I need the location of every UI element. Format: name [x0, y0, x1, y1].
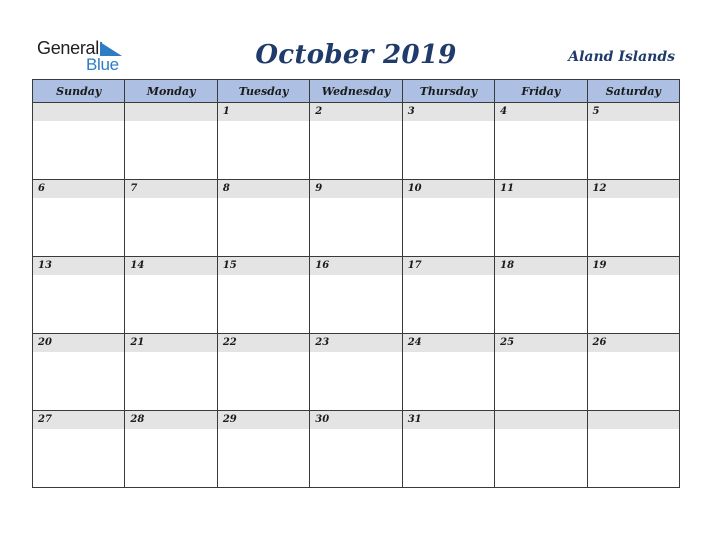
day-cell — [402, 257, 494, 334]
day-cell — [587, 180, 679, 257]
week-row-2 — [33, 180, 680, 257]
day-cell — [217, 103, 309, 180]
day-number: 5 — [588, 103, 679, 121]
day-cell — [587, 103, 679, 180]
logo-text-blue: Blue — [86, 55, 119, 74]
weekday-tuesday: Tuesday — [217, 80, 309, 103]
weekday-monday: Monday — [125, 80, 217, 103]
day-cell — [217, 411, 309, 488]
day-number: 8 — [218, 180, 309, 198]
day-cell — [217, 180, 309, 257]
weekday-sunday: Sunday — [33, 80, 125, 103]
day-number: 27 — [33, 411, 124, 429]
day-number: 18 — [495, 257, 586, 275]
day-number: 26 — [588, 334, 679, 352]
day-number: 29 — [218, 411, 309, 429]
day-number: 31 — [403, 411, 494, 429]
day-number: 6 — [33, 180, 124, 198]
day-cell — [495, 180, 587, 257]
day-cell — [495, 334, 587, 411]
weekday-friday: Friday — [495, 80, 587, 103]
day-number: 23 — [310, 334, 401, 352]
day-number: 17 — [403, 257, 494, 275]
logo-text-general: General — [37, 38, 99, 58]
day-number: 15 — [218, 257, 309, 275]
day-number: 16 — [310, 257, 401, 275]
day-cell — [310, 257, 402, 334]
day-cell — [217, 334, 309, 411]
day-cell — [125, 103, 217, 180]
weekday-header-row — [33, 80, 680, 103]
day-cell — [402, 334, 494, 411]
day-number: 20 — [33, 334, 124, 352]
day-cell — [125, 411, 217, 488]
region-name: Aland Islands — [568, 49, 675, 65]
calendar-title: October 2019 — [255, 40, 457, 70]
day-cell — [587, 257, 679, 334]
day-cell — [125, 180, 217, 257]
day-cell — [587, 411, 679, 488]
day-cell — [217, 257, 309, 334]
day-cell — [495, 411, 587, 488]
day-cell — [402, 180, 494, 257]
day-cell — [125, 257, 217, 334]
day-number: 4 — [495, 103, 586, 121]
day-number: 25 — [495, 334, 586, 352]
day-cell — [310, 103, 402, 180]
day-cell — [310, 411, 402, 488]
day-number: 28 — [125, 411, 216, 429]
day-cell — [310, 334, 402, 411]
day-number: 30 — [310, 411, 401, 429]
day-number: 3 — [403, 103, 494, 121]
day-number: 14 — [125, 257, 216, 275]
day-number — [125, 103, 216, 121]
day-cell — [33, 334, 125, 411]
day-cell — [495, 257, 587, 334]
day-number: 22 — [218, 334, 309, 352]
day-number — [588, 411, 679, 429]
week-row-5 — [33, 411, 680, 488]
day-number: 24 — [403, 334, 494, 352]
day-number: 9 — [310, 180, 401, 198]
day-cell — [402, 103, 494, 180]
day-number: 1 — [218, 103, 309, 121]
weekday-saturday: Saturday — [587, 80, 679, 103]
day-number — [33, 103, 124, 121]
weekday-thursday: Thursday — [402, 80, 494, 103]
day-number — [495, 411, 586, 429]
day-number: 21 — [125, 334, 216, 352]
day-number: 19 — [588, 257, 679, 275]
day-cell — [587, 334, 679, 411]
week-row-3 — [33, 257, 680, 334]
day-cell — [402, 411, 494, 488]
day-number: 11 — [495, 180, 586, 198]
day-number: 7 — [125, 180, 216, 198]
week-row-4 — [33, 334, 680, 411]
weekday-wednesday: Wednesday — [310, 80, 402, 103]
day-number: 10 — [403, 180, 494, 198]
day-cell — [33, 411, 125, 488]
day-cell — [33, 257, 125, 334]
day-cell — [310, 180, 402, 257]
day-cell — [125, 334, 217, 411]
day-number: 13 — [33, 257, 124, 275]
day-number: 2 — [310, 103, 401, 121]
calendar-grid — [32, 79, 680, 488]
day-number: 12 — [588, 180, 679, 198]
day-cell — [33, 103, 125, 180]
day-cell — [495, 103, 587, 180]
day-cell — [33, 180, 125, 257]
week-row-1 — [33, 103, 680, 180]
